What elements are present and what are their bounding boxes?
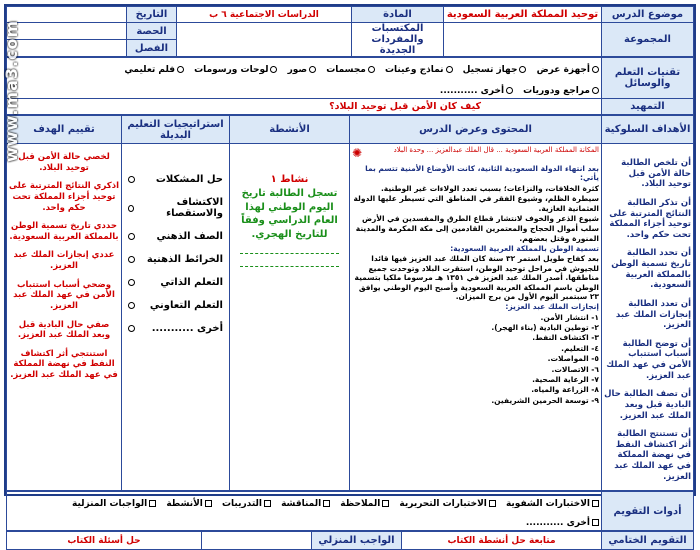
gains-label: المكتسبات والمفردات الجديدة — [352, 23, 444, 57]
checkbox-icon — [489, 500, 496, 507]
content-cell — [350, 144, 602, 491]
radio-circle-icon — [506, 87, 513, 94]
tool-item[interactable]: فلم تعليمي — [124, 65, 184, 75]
quote-text: المكانة المملكة العربية السعودية ... قال الملك عبدالعزيز ... وحدة البلاد — [393, 146, 599, 154]
content-line: كثرة الخلافات، والنزاعات؛ بسبب تعدد الولاءات غير الوطنية. — [380, 183, 599, 193]
content-line: ٣- اكتشاف النفط. — [532, 333, 599, 343]
checkbox-icon — [205, 500, 212, 507]
group-value — [444, 23, 602, 57]
radio-circle-icon — [128, 233, 135, 240]
final-follow-up: متابعة حل أنشطة الكتاب — [402, 532, 602, 550]
radio-circle-icon — [446, 66, 453, 73]
radio-circle-icon — [128, 302, 135, 309]
lesson-topic-label: موضوع الدرس — [602, 7, 694, 23]
evaluation-item: اذكري النتائج المترتبة على توحيد أجزاء المملكة تحت حكم واحد. — [9, 181, 119, 213]
assessment-item[interactable]: المناقشة — [281, 499, 330, 509]
evaluation-item: حددي تاريخ تسمية الوطن بالمملكة العربية السعودية. — [9, 221, 119, 242]
header-table — [6, 6, 694, 57]
subject-label: المادة — [352, 7, 444, 23]
intro-label: التمهيد — [602, 99, 694, 115]
content-heading: تسمية الوطن بالمملكة العربية السعودية: — [450, 244, 599, 253]
evaluation-header: تقييم الهدف — [7, 116, 122, 144]
content-line: ٧- الرعاية الصحية. — [532, 374, 599, 384]
goals-cell — [602, 144, 694, 491]
radio-circle-icon — [128, 176, 135, 183]
homework-label: الواجب المنزلي — [312, 532, 402, 550]
final-label: التقويم الختامي — [602, 532, 694, 550]
content-heading: إنجازات الملك عبد العزيز: — [505, 302, 599, 312]
content-line: شيوع الذعر والخوف لانتشار قطاع الطرق والمفسدين في الأرض — [361, 213, 599, 223]
radio-circle-icon — [309, 66, 316, 73]
tool-item[interactable]: أجهزة عرض — [537, 65, 599, 75]
radio-circle-icon — [128, 279, 135, 286]
radio-circle-icon — [368, 66, 375, 73]
strategy-item[interactable]: التعلم الذاتي — [128, 277, 223, 288]
intro-question: كيف كان الأمن قبل توحيد البلاد؟ — [7, 99, 602, 115]
assessment-item[interactable]: التدريبات — [222, 499, 271, 509]
homework-value — [202, 532, 312, 550]
tool-item[interactable]: مجسمات — [326, 65, 375, 75]
tool-item[interactable]: صور — [288, 65, 317, 75]
tool-item[interactable]: نماذج وعينات — [385, 65, 453, 75]
strategy-item[interactable]: أخرى ........... — [128, 323, 223, 334]
goal-item: أن تستنتج الطالبة أثر اكتشاف النفط في نهضة المملكة في عهد الملك عبد العزيز. — [614, 429, 691, 482]
content-header: المحتوى وعرض الدرس — [350, 116, 602, 144]
radio-circle-icon — [592, 66, 599, 73]
activity-text: تسجل الطالبة تاريخ اليوم الوطني لهذا العام الدراسي وفقاً للتاريخ الهجري. — [241, 188, 338, 240]
radio-circle-icon — [128, 325, 135, 332]
evaluation-item: استنتجي أثر اكتشاف النفط في نهضة المملكة في عهد الملك عبد العزيز. — [10, 348, 118, 380]
goal-item: أن توضح الطالبة أسباب استتباب الأمن في عهد الملك عبد العزيز. — [606, 338, 691, 381]
assessment-item[interactable]: أخرى ........... — [526, 518, 599, 528]
strategy-item[interactable]: الاكتشاف والاستقصاء — [128, 197, 223, 219]
strategy-item[interactable]: الخرائط الذهنية — [128, 254, 223, 265]
content-line: ٦- الاتصالات. — [551, 364, 599, 374]
assessment-label: أدوات التقويم — [602, 492, 694, 531]
checkbox-icon — [149, 500, 156, 507]
content-line: ٥- المواصلات. — [547, 354, 599, 364]
gains-value — [177, 23, 352, 57]
assessment-list — [7, 492, 602, 531]
goal-item: أن تذكر الطالبة النتائج المترتبة على توحيد أجزاء المملكة تحت حكم واحد. — [609, 197, 691, 240]
tool-item[interactable]: لوحات ورسومات — [194, 65, 277, 75]
assessment-item[interactable]: الأنشطة — [166, 499, 212, 509]
checkbox-icon — [382, 500, 389, 507]
tool-item[interactable]: مراجع ودوريات — [523, 86, 599, 96]
assessment-item[interactable]: الاختبارات التحريرية — [399, 499, 495, 509]
content-line: ٢- توطين البادية (بناء الهجر). — [491, 323, 599, 332]
strategy-item[interactable]: التعلم التعاوني — [128, 300, 223, 311]
strategies-header: استراتيجيات التعليم البديلة — [122, 116, 230, 144]
radio-circle-icon — [270, 66, 277, 73]
radio-circle-icon — [128, 256, 135, 263]
period-label: الحصة — [127, 23, 177, 40]
content-line: ٨- الزراعة والمياه. — [531, 385, 599, 395]
content-line: ١- انتشار الأمن. — [540, 312, 599, 322]
answer-line — [240, 258, 339, 267]
evaluation-item: عددي إنجازات الملك عبد العزيز. — [13, 250, 115, 271]
activity-title: نشاط ١ — [270, 174, 309, 185]
assessment-table — [6, 491, 694, 531]
lesson-topic-value: توحيد المملكة العربية السعودية — [444, 7, 602, 23]
goal-item: أن تصف الطالبة حال البادية قبل وبعد الملك عبد العزيز. — [604, 389, 691, 421]
goals-header: الأهداف السلوكية — [602, 116, 694, 144]
content-heading: بعد انتهاء الدولة السعودية الثانية، كانت الأوضاع الأمنية تتسم بما يأتي: — [365, 164, 599, 183]
lesson-plan-sheet — [4, 4, 696, 547]
goal-item: أن تحدد الطالبة تاريخ تسمية الوطن بالمملكة العربية السعودية. — [611, 248, 691, 291]
checkbox-icon — [323, 500, 330, 507]
main-table — [6, 115, 694, 491]
date-label: التاريخ — [127, 7, 177, 23]
activities-cell — [230, 144, 350, 491]
goal-item: أن تعدد الطالبة إنجازات الملك عبد العزيز. — [615, 298, 691, 331]
tools-table — [6, 57, 694, 115]
final-table — [6, 531, 694, 550]
class-label: الفصل — [127, 40, 177, 57]
checkbox-icon — [592, 500, 599, 507]
radio-circle-icon — [592, 87, 599, 94]
radio-circle-icon — [128, 205, 134, 212]
emblem-icon: ✺ — [352, 146, 363, 160]
strategy-item[interactable]: حل المشكلات — [128, 174, 223, 185]
assessment-item[interactable]: الاختبارات الشفوية — [506, 499, 599, 509]
radio-circle-icon — [519, 66, 526, 73]
book-questions: حل أسئلة الكتاب — [7, 532, 202, 550]
content-line: ٤- التعليم. — [561, 343, 599, 353]
assessment-item[interactable]: الواجبات المنزلية — [72, 499, 156, 509]
group-label: المجموعة — [602, 23, 694, 57]
tool-item[interactable]: جهاز تسجيل — [463, 65, 527, 75]
radio-circle-icon — [177, 66, 184, 73]
content-line: سلب أموال الحجاج والمعتمرين القادمين إلى مكة المكرمة والمدينة المنورة وقتل بعضهم. — [355, 224, 599, 243]
content-paragraph: بعد كفاح طويل استمر ٣٢ سنة كان الملك عبد العزيز فيها قائدا للجيوش في مراحل توحيد الوطن، استقرت البلاد وتوحدت جميع مناطقها. أصدر الملك عبد العزيز في ١٣٥١ هـ مرسوما ملكيا بتسمية الوطن باسم المملكة العربية السعودية وأصبح اليوم الوطني يوافق ٢٣ سبتمبر اليوم الأول من برج الميزان. — [354, 254, 599, 301]
evaluation-item: لخصي حالة الأمن قبل توحيد البلاد. — [18, 152, 110, 173]
evaluation-item: صفي حال البادية قبل وبعد الملك عبد العزيز. — [17, 319, 111, 341]
content-line: ٩- توسعة الحرمين الشريفين. — [491, 395, 599, 405]
watermark-text: www.ma3.com — [2, 20, 21, 163]
checkbox-icon — [592, 519, 599, 526]
answer-line — [240, 245, 339, 254]
tools-label: تقنيات التعلم والوسائل — [602, 58, 694, 99]
checkbox-icon — [264, 500, 271, 507]
tools-list — [7, 58, 602, 99]
evaluation-item: وضحي أسباب استتباب الأمن في عهد الملك عبد العزيز. — [13, 279, 115, 311]
strategies-cell — [122, 144, 230, 491]
strategy-item[interactable]: الصف الذهني — [128, 231, 223, 242]
goal-item: أن تلخص الطالبة حالة الأمن قبل توحيد البلاد. — [621, 158, 691, 190]
subject-value: الدراسات الاجتماعية ٦ ب — [177, 7, 352, 23]
assessment-item[interactable]: الملاحظة — [340, 499, 389, 509]
tool-item[interactable]: أخرى ........... — [440, 86, 513, 96]
content-line: سيطرة الظلم، وشيوع الفقر في المناطق التي تسيطر عليها الدولة العثمانية الغازية. — [353, 194, 599, 213]
activities-header: الأنشطة — [230, 116, 350, 144]
